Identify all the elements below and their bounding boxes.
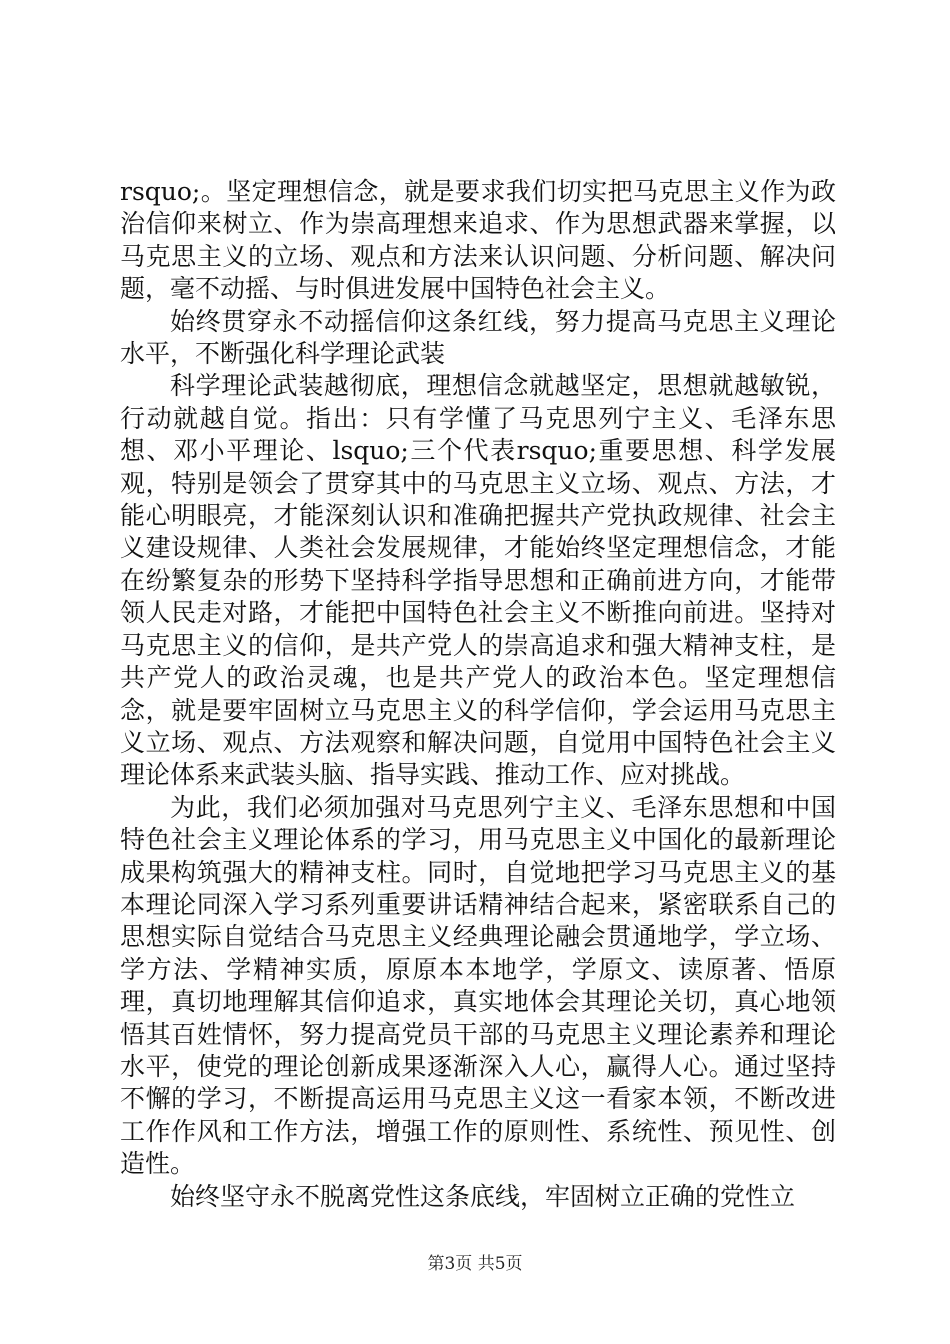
- paragraph-study: 为此，我们必须加强对马克思列宁主义、毛泽东思想和中国特色社会主义理论体系的学习，用马克思主义中国化的最新理论成果构筑强大的精神支柱。同时，自觉地把学习马克思主义的基本理论同深入学习系列重要讲话精神结合起来，紧密联系自己的思想实际自觉结合马克思主义经典理论融会贯通地学，学立场、学方法、学精神实质，原原本本地学，学原文、读原著、悟原理，真切地理解其信仰追求，真实地体会其理论关切，真心地领悟其百姓情怀，努力提高党员干部的马克思主义理论素养和理论水平，使党的理论创新成果逐渐深入人心，赢得人心。通过坚持不懈的学习，不断提高运用马克思主义这一看家本领，不断改进工作作风和工作方法，增强工作的原则性、系统性、预见性、创造性。: [120, 792, 836, 1179]
- page-number-footer: 第3页 共5页: [427, 1254, 523, 1274]
- paragraph-continuation: rsquo;。坚定理想信念，就是要求我们切实把马克思主义作为政治信仰来树立、作为崇高理想来追求、作为思想武器来掌握，以马克思主义的立场、观点和方法来认识问题、分析问题、解决问题，毫不动摇、与时俱进发展中国特色社会主义。: [120, 177, 836, 304]
- document-body: [120, 176, 836, 1213]
- paragraph-heading-party-spirit: 始终坚守永不脱离党性这条底线，牢固树立正确的党性立: [170, 1181, 796, 1211]
- paragraph-theory-armament: 科学理论武装越彻底，理想信念就越坚定，思想就越敏锐，行动就越自觉。指出：只有学懂了马克思列宁主义、毛泽东思想、邓小平理论、lsquo;三个代表rsquo;重要思想、科学发展观，特别是领会了贯穿其中的马克思主义立场、观点、方法，才能心明眼亮，才能深刻认识和准确把握共产党执政规律、社会主义建设规律、人类社会发展规律，才能始终坚定理想信念，才能在纷繁复杂的形势下坚持科学指导思想和正确前进方向，才能带领人民走对路，才能把中国特色社会主义不断推向前进。坚持对马克思主义的信仰，是共产党人的崇高追求和强大精神支柱，是共产党人的政治灵魂，也是共产党人的政治本色。坚定理想信念，就是要牢固树立马克思主义的科学信仰，学会运用马克思主义立场、观点、方法观察和解决问题，自觉用中国特色社会主义理论体系来武装头脑、指导实践、推动工作、应对挑战。: [120, 371, 836, 790]
- paragraph-heading-faith: 始终贯穿永不动摇信仰这条红线，努力提高马克思主义理论水平，不断强化科学理论武装: [120, 306, 836, 369]
